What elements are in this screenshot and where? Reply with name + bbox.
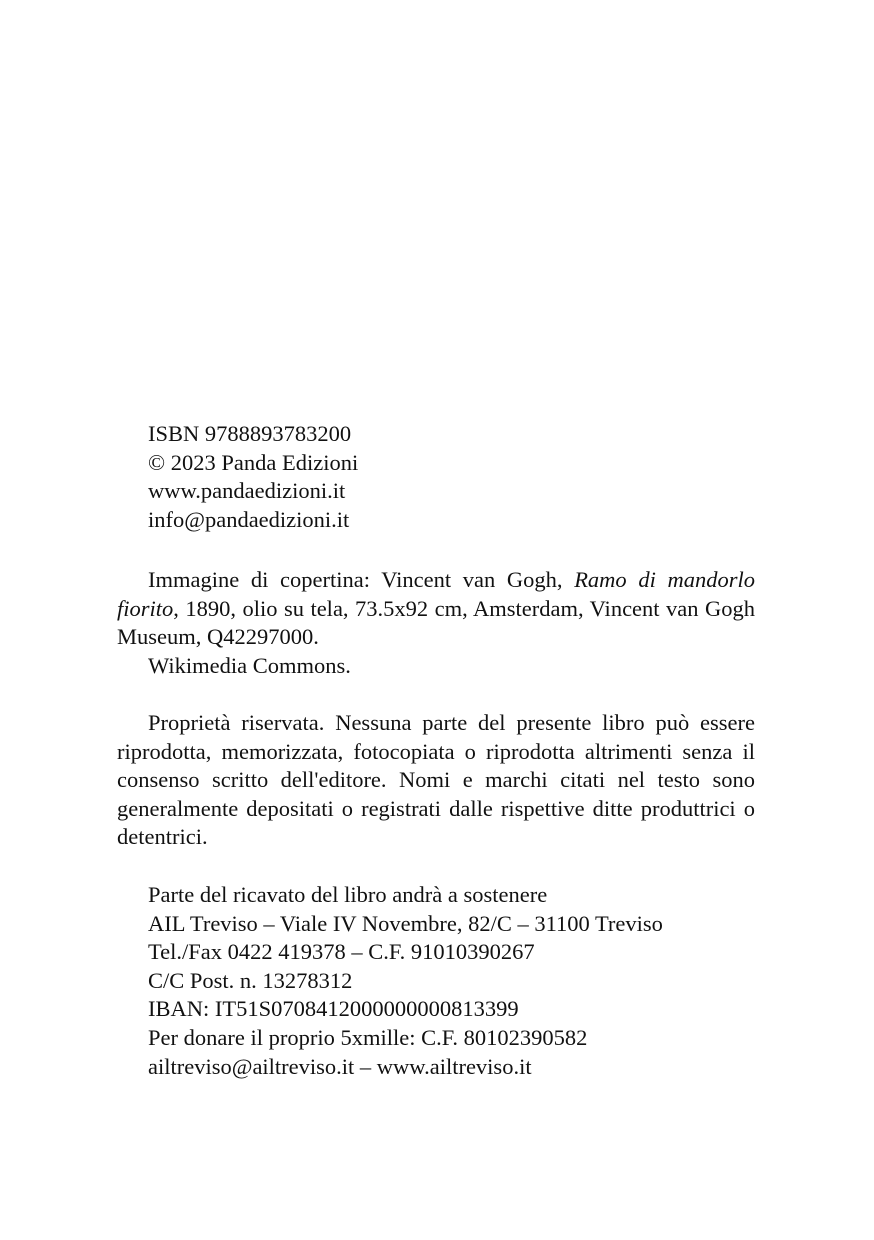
publisher-email: info@pandaedizioni.it xyxy=(148,506,350,532)
charity-iban: IBAN: IT51S0708412000000000813399 xyxy=(148,996,519,1022)
publisher-website: www.pandaedizioni.it xyxy=(148,478,346,504)
artwork-title: Ramo di mandorlo fiorito xyxy=(117,567,755,621)
charity-phone: Tel./Fax 0422 419378 – C.F. 91010390267 xyxy=(148,939,535,965)
colophon-block xyxy=(117,420,755,534)
charity-postal-account: C/C Post. n. 13278312 xyxy=(148,967,353,993)
charity-contacts: ailtreviso@ailtreviso.it – www.ailtreviso.it xyxy=(148,1053,532,1079)
cover-credit-block xyxy=(117,566,755,680)
rights-paragraph: Proprietà riservata. Nessuna parte del presente libro può essere riprodotta, memorizzata, fotocopiata o riprodotta altrimenti senza il consenso scritto dell'editore. Nomi e marchi citati nel testo sono generalmente depositati o registrati dalle rispettive ditte produttrici o detentrici. xyxy=(117,710,755,850)
copyright-line: © 2023 Panda Edizioni xyxy=(148,449,359,475)
cover-credit-paragraph xyxy=(117,566,755,680)
charity-address: AIL Treviso – Viale IV Novembre, 82/C – 31100 Treviso xyxy=(148,910,663,936)
charity-5xmille: Per donare il proprio 5xmille: C.F. 80102390582 xyxy=(148,1024,588,1050)
image-source: Wikimedia Commons. xyxy=(148,652,351,678)
cover-credit-details: , 1890, olio su tela, 73.5x92 cm, Amsterdam, Vincent van Gogh Museum, Q42297000. xyxy=(117,595,755,650)
charity-intro: Parte del ricavato del libro andrà a sostenere xyxy=(148,882,548,907)
charity-block xyxy=(117,881,755,1081)
rights-block xyxy=(117,709,755,852)
cover-credit-prefix: Immagine di copertina: Vincent van Gogh, xyxy=(148,567,575,592)
isbn-line: ISBN 9788893783200 xyxy=(148,421,352,446)
